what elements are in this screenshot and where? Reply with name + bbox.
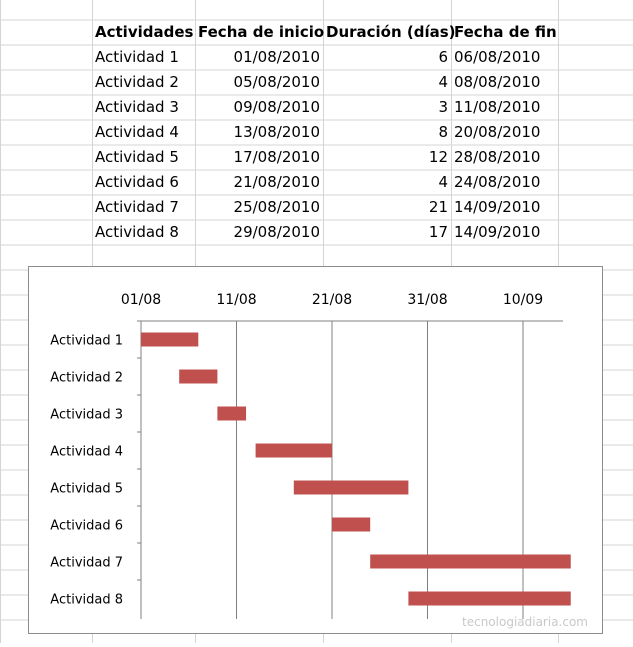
duration-cell[interactable]: 8 — [438, 123, 448, 141]
gantt-bar[interactable] — [332, 518, 370, 532]
duration-cell[interactable]: 3 — [438, 98, 448, 116]
duration-cell[interactable]: 4 — [438, 173, 448, 191]
category-label: Actividad 3 — [50, 407, 123, 423]
end-date-cell[interactable]: 20/08/2010 — [454, 123, 541, 141]
column-header[interactable]: Fecha de inicio — [198, 23, 325, 41]
start-date-cell[interactable]: 21/08/2010 — [233, 173, 320, 191]
start-date-cell[interactable]: 13/08/2010 — [233, 123, 320, 141]
end-date-cell[interactable]: 11/08/2010 — [454, 98, 541, 116]
category-label: Actividad 6 — [50, 518, 123, 534]
duration-cell[interactable]: 4 — [438, 73, 448, 91]
x-tick-label: 01/08 — [120, 292, 162, 308]
category-label: Actividad 8 — [50, 592, 123, 608]
activity-cell[interactable]: Actividad 2 — [95, 73, 179, 91]
start-date-cell[interactable]: 05/08/2010 — [233, 73, 320, 91]
category-label: Actividad 7 — [50, 555, 123, 571]
end-date-cell[interactable]: 28/08/2010 — [454, 148, 541, 166]
duration-cell[interactable]: 12 — [428, 148, 448, 166]
duration-cell[interactable]: 21 — [428, 198, 448, 216]
end-date-cell[interactable]: 14/09/2010 — [454, 223, 541, 241]
gantt-bar[interactable] — [408, 592, 570, 606]
column-header[interactable]: Fecha de fin — [454, 23, 557, 41]
gantt-bar[interactable] — [217, 407, 246, 421]
start-date-cell[interactable]: 17/08/2010 — [233, 148, 320, 166]
category-label: Actividad 1 — [50, 333, 123, 349]
end-date-cell[interactable]: 06/08/2010 — [454, 48, 541, 66]
x-tick-label: 21/08 — [311, 292, 353, 308]
gantt-bar[interactable] — [179, 370, 217, 384]
gantt-bar[interactable] — [370, 555, 571, 569]
duration-cell[interactable]: 6 — [438, 48, 448, 66]
end-date-cell[interactable]: 24/08/2010 — [454, 173, 541, 191]
category-label: Actividad 5 — [50, 481, 123, 497]
activity-cell[interactable]: Actividad 6 — [95, 173, 179, 191]
gantt-chart[interactable] — [28, 266, 603, 634]
start-date-cell[interactable]: 01/08/2010 — [233, 48, 320, 66]
duration-cell[interactable]: 17 — [428, 223, 448, 241]
gantt-chart-plot — [29, 267, 604, 635]
gantt-bar[interactable] — [141, 333, 198, 347]
column-header[interactable]: Actividades — [95, 23, 194, 41]
gantt-bar[interactable] — [294, 481, 409, 495]
start-date-cell[interactable]: 09/08/2010 — [233, 98, 320, 116]
end-date-cell[interactable]: 08/08/2010 — [454, 73, 541, 91]
activity-cell[interactable]: Actividad 7 — [95, 198, 179, 216]
activity-cell[interactable]: Actividad 1 — [95, 48, 179, 66]
category-label: Actividad 2 — [50, 370, 123, 386]
column-header[interactable]: Duración (días) — [326, 23, 456, 41]
gantt-bar[interactable] — [256, 444, 332, 458]
x-tick-label: 11/08 — [216, 292, 257, 308]
activity-cell[interactable]: Actividad 4 — [95, 123, 179, 141]
activity-cell[interactable]: Actividad 3 — [95, 98, 179, 116]
end-date-cell[interactable]: 14/09/2010 — [454, 198, 541, 216]
start-date-cell[interactable]: 25/08/2010 — [233, 198, 320, 216]
x-tick-label: 10/09 — [502, 292, 544, 308]
x-tick-label: 31/08 — [407, 292, 448, 308]
start-date-cell[interactable]: 29/08/2010 — [233, 223, 320, 241]
watermark: tecnologiadiaria.com — [462, 615, 588, 629]
activity-cell[interactable]: Actividad 5 — [95, 148, 179, 166]
category-label: Actividad 4 — [50, 444, 123, 460]
activity-cell[interactable]: Actividad 8 — [95, 223, 179, 241]
